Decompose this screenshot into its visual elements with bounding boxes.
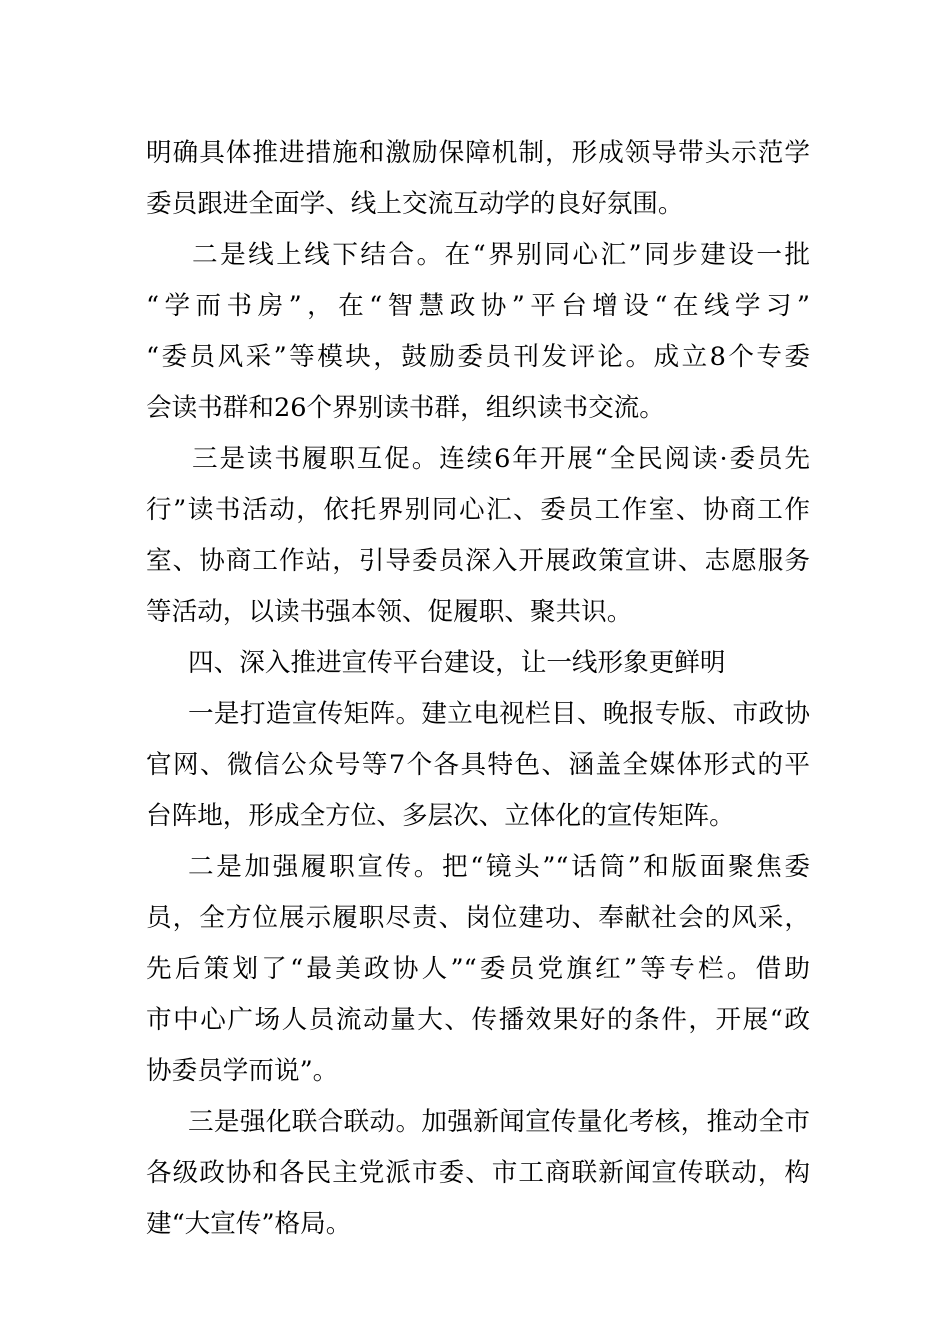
text-line: 市中心广场人员流动量大、传播效果好的条件，开展“政	[146, 1005, 810, 1035]
text-line: 室、协商工作站，引导委员深入开展政策宣讲、志愿服务	[146, 546, 810, 576]
section-heading	[146, 638, 810, 689]
text-line: 二是线上线下结合。在“界别同心汇”同步建设一批	[192, 240, 810, 270]
paragraph-duty-publicity	[146, 842, 810, 1097]
text-line: 二是加强履职宣传。把“镜头”“话筒”和版面聚焦委	[188, 852, 810, 882]
text-line: 三是强化联合联动。加强新闻宣传量化考核，推动全市	[188, 1107, 810, 1137]
text-line: 三是读书履职互促。连续6年开展“全民阅读·委员先	[192, 444, 810, 474]
text-line: “学而书房”，在“智慧政协”平台增设“在线学习”	[146, 291, 810, 321]
paragraph-publicity-matrix	[146, 689, 810, 842]
text-line: 协委员学而说”。	[146, 1056, 339, 1086]
paragraph-reading-duty	[146, 434, 810, 638]
text-line: 一是打造宣传矩阵。建立电视栏目、晚报专版、市政协	[188, 699, 810, 729]
text-line: 等活动，以读书强本领、促履职、聚共识。	[146, 597, 633, 627]
text-line: 行”读书活动，依托界别同心汇、委员工作室、协商工作	[146, 495, 810, 525]
paragraph-online-offline	[146, 230, 810, 434]
text-line: 先后策划了“最美政协人”“委员党旗红”等专栏。借助	[146, 954, 810, 984]
text-line: 各级政协和各民主党派市委、市工商联新闻宣传联动，构	[146, 1158, 810, 1188]
paragraph-joint-linkage	[146, 1097, 810, 1250]
text-line: 员，全方位展示履职尽责、岗位建功、奉献社会的风采，	[146, 903, 810, 933]
text-line: 会读书群和26个界别读书群，组织读书交流。	[146, 393, 665, 423]
text-line: 建“大宣传”格局。	[146, 1209, 352, 1239]
text-line: 明确具体推进措施和激励保障机制，形成领导带头示范学	[146, 138, 810, 168]
document-body	[146, 128, 810, 1250]
heading-line: 四、深入推进宣传平台建设，让一线形象更鲜明	[188, 648, 726, 678]
text-line: 官网、微信公众号等7个各具特色、涵盖全媒体形式的平	[146, 750, 810, 780]
text-line: 台阵地，形成全方位、多层次、立体化的宣传矩阵。	[146, 801, 735, 831]
text-line: “委员风采”等模块，鼓励委员刊发评论。成立8个专委	[146, 342, 810, 372]
paragraph-continuation	[146, 128, 810, 230]
text-line: 委员跟进全面学、线上交流互动学的良好氛围。	[146, 189, 684, 219]
